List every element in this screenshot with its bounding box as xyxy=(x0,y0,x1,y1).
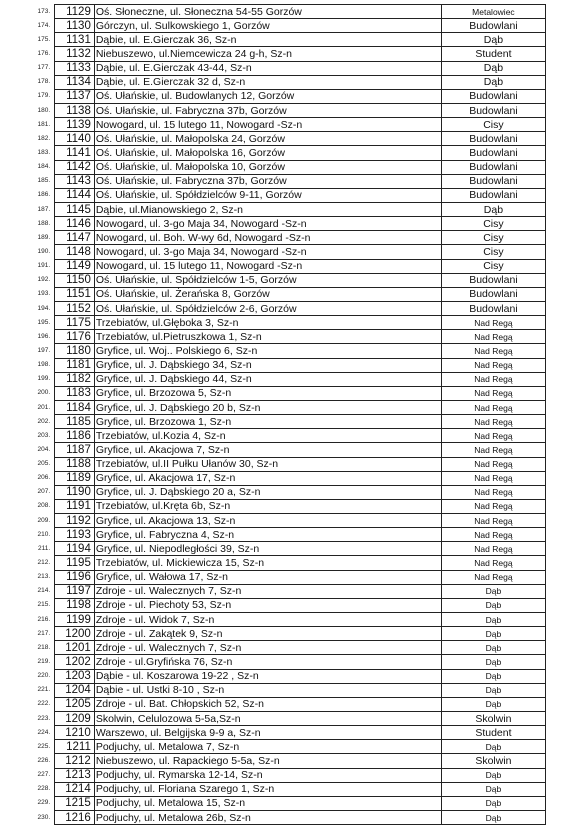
address-cell: Warszewo, ul. Belgijska 9-9 a, Sz-n xyxy=(94,726,441,740)
cooperative-cell: Dąb xyxy=(441,740,545,754)
table-row xyxy=(20,330,546,344)
table-row xyxy=(20,768,546,782)
row-number: 197. xyxy=(37,346,51,354)
table-row xyxy=(20,782,546,796)
table-row xyxy=(20,344,546,358)
document-page xyxy=(20,4,546,825)
table-row xyxy=(20,358,546,372)
row-number: 199. xyxy=(37,375,51,383)
cooperative-cell: Nad Regą xyxy=(441,358,545,372)
row-number: 228. xyxy=(37,785,51,793)
table-row xyxy=(20,287,546,301)
entry-id: 1187 xyxy=(55,443,95,457)
cooperative-cell: Nad Regą xyxy=(441,400,545,414)
row-number: 216. xyxy=(37,615,51,623)
cooperative-cell: Budowlani xyxy=(441,103,545,117)
cooperative-cell: Dąb xyxy=(441,641,545,655)
entry-id: 1183 xyxy=(55,386,95,400)
table-row xyxy=(20,301,546,315)
table-row xyxy=(20,811,546,825)
row-number: 218. xyxy=(37,643,51,651)
row-number: 223. xyxy=(37,714,51,722)
row-number: 204. xyxy=(37,445,51,453)
entry-id: 1188 xyxy=(55,457,95,471)
cooperative-cell: Nad Regą xyxy=(441,528,545,542)
address-cell: Górczyn, ul. Sulkowskiego 1, Gorzów xyxy=(94,19,441,33)
table-row xyxy=(20,697,546,711)
row-number: 203. xyxy=(37,431,51,439)
entry-id: 1147 xyxy=(55,231,95,245)
row-number: 225. xyxy=(37,742,51,750)
entry-id: 1134 xyxy=(55,75,95,89)
cooperative-cell: Dąb xyxy=(441,627,545,641)
entry-id: 1198 xyxy=(55,598,95,612)
entry-id: 1216 xyxy=(55,811,95,825)
entry-id: 1204 xyxy=(55,683,95,697)
address-cell: Gryfice, ul. Woj.. Polskiego 6, Sz-n xyxy=(94,344,441,358)
address-cell: Oś. Ułańskie, ul. Spółdzielców 9-11, Gorzów xyxy=(94,188,441,202)
table-row xyxy=(20,231,546,245)
locations-table xyxy=(20,4,546,825)
address-cell: Oś. Ułańskie, ul. Małopolska 10, Gorzów xyxy=(94,160,441,174)
address-cell: Podjuchy, ul. Metalowa 7, Sz-n xyxy=(94,740,441,754)
entry-id: 1132 xyxy=(55,47,95,61)
cooperative-cell: Nad Regą xyxy=(441,499,545,513)
cooperative-cell: Student xyxy=(441,47,545,61)
table-row xyxy=(20,400,546,414)
address-cell: Gryfice, ul. Akacjowa 13, Sz-n xyxy=(94,514,441,528)
row-number: 214. xyxy=(37,587,51,595)
address-cell: Nowogard, ul. Boh. W-wy 6d, Nowogard -Sz-n xyxy=(94,231,441,245)
cooperative-cell: Budowlani xyxy=(441,146,545,160)
row-number: 177. xyxy=(37,64,51,72)
entry-id: 1181 xyxy=(55,358,95,372)
entry-id: 1199 xyxy=(55,613,95,627)
table-row xyxy=(20,174,546,188)
address-cell: Podjuchy, ul. Metalowa 26b, Sz-n xyxy=(94,811,441,825)
address-cell: Trzebiatów, ul.Głęboka 3, Sz-n xyxy=(94,316,441,330)
address-cell: Gryfice, ul. Brzozowa 1, Sz-n xyxy=(94,415,441,429)
entry-id: 1137 xyxy=(55,89,95,103)
address-cell: Gryfice, ul. Akacjowa 7, Sz-n xyxy=(94,443,441,457)
table-row xyxy=(20,415,546,429)
row-number: 188. xyxy=(37,219,51,227)
cooperative-cell: Budowlani xyxy=(441,287,545,301)
entry-id: 1192 xyxy=(55,514,95,528)
address-cell: Oś. Ułańskie, ul. Fabryczna 37b, Gorzów xyxy=(94,174,441,188)
address-cell: Oś. Ułańskie, ul. Fabryczna 37b, Gorzów xyxy=(94,103,441,117)
entry-id: 1186 xyxy=(55,429,95,443)
cooperative-cell: Nad Regą xyxy=(441,429,545,443)
address-cell: Niebuszewo, ul.Niemcewicza 24 g-h, Sz-n xyxy=(94,47,441,61)
cooperative-cell: Budowlani xyxy=(441,174,545,188)
entry-id: 1200 xyxy=(55,627,95,641)
row-number: 217. xyxy=(37,629,51,637)
row-number: 200. xyxy=(37,389,51,397)
table-row xyxy=(20,160,546,174)
cooperative-cell: Cisy xyxy=(441,217,545,231)
table-row xyxy=(20,570,546,584)
cooperative-cell: Dąb xyxy=(441,613,545,627)
entry-id: 1138 xyxy=(55,103,95,117)
row-number: 213. xyxy=(37,573,51,581)
entry-id: 1143 xyxy=(55,174,95,188)
cooperative-cell: Budowlani xyxy=(441,89,545,103)
cooperative-cell: Skolwin xyxy=(441,712,545,726)
row-number: 211. xyxy=(38,544,51,552)
entry-id: 1215 xyxy=(55,796,95,810)
address-cell: Dąbie, ul.Mianowskiego 2, Sz-n xyxy=(94,202,441,216)
table-row xyxy=(20,217,546,231)
entry-id: 1193 xyxy=(55,528,95,542)
entry-id: 1151 xyxy=(55,287,95,301)
address-cell: Oś. Ułańskie, ul. Małopolska 24, Gorzów xyxy=(94,132,441,146)
entry-id: 1209 xyxy=(55,712,95,726)
entry-id: 1182 xyxy=(55,372,95,386)
address-cell: Nowogard, ul. 15 lutego 11, Nowogard -Sz-n xyxy=(94,259,441,273)
address-cell: Trzebiatów, ul.Kozia 4, Sz-n xyxy=(94,429,441,443)
table-row xyxy=(20,514,546,528)
table-row xyxy=(20,754,546,768)
row-number: 191. xyxy=(37,262,51,270)
cooperative-cell: Nad Regą xyxy=(441,542,545,556)
address-cell: Zdroje - ul. Widok 7, Sz-n xyxy=(94,613,441,627)
table-row xyxy=(20,457,546,471)
row-number: 219. xyxy=(37,658,51,666)
table-row xyxy=(20,118,546,132)
table-row xyxy=(20,33,546,47)
cooperative-cell: Dąb xyxy=(441,33,545,47)
entry-id: 1131 xyxy=(55,33,95,47)
table-row xyxy=(20,613,546,627)
entry-id: 1195 xyxy=(55,556,95,570)
entry-id: 1130 xyxy=(55,19,95,33)
address-cell: Skolwin, Celulozowa 5-5a,Sz-n xyxy=(94,712,441,726)
entry-id: 1149 xyxy=(55,259,95,273)
address-cell: Oś. Ułańskie, ul. Spółdzielców 2-6, Gorzów xyxy=(94,301,441,315)
entry-id: 1142 xyxy=(55,160,95,174)
entry-id: 1175 xyxy=(55,316,95,330)
address-cell: Dąbie - ul. Koszarowa 19-22 , Sz-n xyxy=(94,669,441,683)
row-number: 182. xyxy=(37,134,51,142)
entry-id: 1139 xyxy=(55,118,95,132)
table-row xyxy=(20,740,546,754)
row-number: 189. xyxy=(37,233,51,241)
table-row xyxy=(20,245,546,259)
address-cell: Zdroje - ul. Walecznych 7, Sz-n xyxy=(94,641,441,655)
table-row xyxy=(20,499,546,513)
row-number: 178. xyxy=(37,78,51,86)
cooperative-cell: Budowlani xyxy=(441,19,545,33)
table-row xyxy=(20,273,546,287)
row-number: 226. xyxy=(37,757,51,765)
address-cell: Zdroje - ul. Bat. Chłopskich 52, Sz-n xyxy=(94,697,441,711)
cooperative-cell: Nad Regą xyxy=(441,330,545,344)
cooperative-cell: Nad Regą xyxy=(441,514,545,528)
row-number: 202. xyxy=(37,417,51,425)
cooperative-cell: Cisy xyxy=(441,245,545,259)
cooperative-cell: Dąb xyxy=(441,697,545,711)
table-row xyxy=(20,146,546,160)
address-cell: Oś. Słoneczne, ul. Słoneczna 54-55 Gorzów xyxy=(94,5,441,19)
address-cell: Nowogard, ul. 15 lutego 11, Nowogard -Sz-n xyxy=(94,118,441,132)
address-cell: Trzebiatów, ul.Kręta 6b, Sz-n xyxy=(94,499,441,513)
entry-id: 1202 xyxy=(55,655,95,669)
cooperative-cell: Dąb xyxy=(441,584,545,598)
entry-id: 1148 xyxy=(55,245,95,259)
table-row xyxy=(20,132,546,146)
address-cell: Zdroje - ul. Piechoty 53, Sz-n xyxy=(94,598,441,612)
table-row xyxy=(20,188,546,202)
cooperative-cell: Nad Regą xyxy=(441,443,545,457)
table-row xyxy=(20,386,546,400)
address-cell: Nowogard, ul. 3-go Maja 34, Nowogard -Sz-n xyxy=(94,217,441,231)
address-cell: Podjuchy, ul. Floriana Szarego 1, Sz-n xyxy=(94,782,441,796)
table-row xyxy=(20,103,546,117)
cooperative-cell: Budowlani xyxy=(441,160,545,174)
table-row xyxy=(20,627,546,641)
row-number: 230. xyxy=(37,813,51,821)
address-cell: Dąbie, ul. E.Gierczak 36, Sz-n xyxy=(94,33,441,47)
entry-id: 1185 xyxy=(55,415,95,429)
row-number: 227. xyxy=(37,771,51,779)
address-cell: Oś. Ułańskie, ul. Żerańska 8, Gorzów xyxy=(94,287,441,301)
row-number: 201. xyxy=(37,403,51,411)
row-number: 222. xyxy=(37,700,51,708)
address-cell: Gryfice, ul. J. Dąbskiego 20 b, Sz-n xyxy=(94,400,441,414)
cooperative-cell: Dąb xyxy=(441,202,545,216)
cooperative-cell: Dąb xyxy=(441,796,545,810)
cooperative-cell: Nad Regą xyxy=(441,485,545,499)
entry-id: 1152 xyxy=(55,301,95,315)
cooperative-cell: Dąb xyxy=(441,782,545,796)
row-number: 198. xyxy=(37,361,51,369)
row-number: 190. xyxy=(37,247,51,255)
entry-id: 1140 xyxy=(55,132,95,146)
cooperative-cell: Nad Regą xyxy=(441,344,545,358)
row-number: 185. xyxy=(37,177,51,185)
table-row xyxy=(20,202,546,216)
table-row xyxy=(20,429,546,443)
row-number: 181. xyxy=(37,120,51,128)
table-row xyxy=(20,89,546,103)
table-row xyxy=(20,19,546,33)
cooperative-cell: Budowlani xyxy=(441,301,545,315)
cooperative-cell: Budowlani xyxy=(441,132,545,146)
entry-id: 1203 xyxy=(55,669,95,683)
row-number: 193. xyxy=(37,290,51,298)
address-cell: Dąbie - ul. Ustki 8-10 , Sz-n xyxy=(94,683,441,697)
address-cell: Zdroje - ul.Gryfińska 76, Sz-n xyxy=(94,655,441,669)
row-number: 173. xyxy=(37,7,51,15)
cooperative-cell: Metalowiec xyxy=(441,5,545,19)
cooperative-cell: Nad Regą xyxy=(441,556,545,570)
table-row xyxy=(20,655,546,669)
entry-id: 1212 xyxy=(55,754,95,768)
cooperative-cell: Budowlani xyxy=(441,188,545,202)
table-row xyxy=(20,726,546,740)
entry-id: 1194 xyxy=(55,542,95,556)
entry-id: 1190 xyxy=(55,485,95,499)
entry-id: 1176 xyxy=(55,330,95,344)
row-number: 209. xyxy=(37,516,51,524)
address-cell: Trzebiatów, ul.Pietruszkowa 1, Sz-n xyxy=(94,330,441,344)
entry-id: 1189 xyxy=(55,471,95,485)
row-number: 220. xyxy=(37,672,51,680)
entry-id: 1150 xyxy=(55,273,95,287)
address-cell: Gryfice, ul. Niepodległości 39, Sz-n xyxy=(94,542,441,556)
cooperative-cell: Skolwin xyxy=(441,754,545,768)
entry-id: 1133 xyxy=(55,61,95,75)
cooperative-cell: Nad Regą xyxy=(441,471,545,485)
table-row xyxy=(20,641,546,655)
row-number: 212. xyxy=(37,559,51,567)
address-cell: Gryfice, ul. Akacjowa 17, Sz-n xyxy=(94,471,441,485)
address-cell: Gryfice, ul. Brzozowa 5, Sz-n xyxy=(94,386,441,400)
row-number: 208. xyxy=(37,502,51,510)
cooperative-cell: Cisy xyxy=(441,231,545,245)
row-number: 194. xyxy=(37,304,51,312)
row-number: 215. xyxy=(37,601,51,609)
address-cell: Gryfice, ul. J. Dąbskiego 34, Sz-n xyxy=(94,358,441,372)
cooperative-cell: Dąb xyxy=(441,61,545,75)
address-cell: Zdroje - ul. Walecznych 7, Sz-n xyxy=(94,584,441,598)
address-cell: Nowogard, ul. 3-go Maja 34, Nowogard -Sz-n xyxy=(94,245,441,259)
row-number: 186. xyxy=(37,191,51,199)
row-number: 207. xyxy=(37,488,51,496)
entry-id: 1205 xyxy=(55,697,95,711)
table-row xyxy=(20,259,546,273)
row-number: 176. xyxy=(37,49,51,57)
row-number: 229. xyxy=(37,799,51,807)
row-number: 192. xyxy=(37,276,51,284)
cooperative-cell: Dąb xyxy=(441,669,545,683)
cooperative-cell: Dąb xyxy=(441,598,545,612)
entry-id: 1129 xyxy=(55,5,95,19)
table-row xyxy=(20,471,546,485)
table-row xyxy=(20,443,546,457)
entry-id: 1201 xyxy=(55,641,95,655)
cooperative-cell: Budowlani xyxy=(441,273,545,287)
address-cell: Dąbie, ul. E.Gierczak 32 d, Sz-n xyxy=(94,75,441,89)
entry-id: 1180 xyxy=(55,344,95,358)
table-row xyxy=(20,5,546,19)
address-cell: Trzebiatów, ul. Mickiewicza 15, Sz-n xyxy=(94,556,441,570)
row-number: 174. xyxy=(37,21,51,29)
entry-id: 1184 xyxy=(55,400,95,414)
table-row xyxy=(20,75,546,89)
address-cell: Gryfice, ul. J. Dąbskiego 20 a, Sz-n xyxy=(94,485,441,499)
row-number: 224. xyxy=(37,728,51,736)
address-cell: Oś. Ułańskie, ul. Małopolska 16, Gorzów xyxy=(94,146,441,160)
row-number: 187. xyxy=(37,205,51,213)
address-cell: Podjuchy, ul. Metalowa 15, Sz-n xyxy=(94,796,441,810)
row-number: 205. xyxy=(37,460,51,468)
cooperative-cell: Nad Regą xyxy=(441,316,545,330)
row-number: 180. xyxy=(37,106,51,114)
row-number: 221. xyxy=(37,686,51,694)
cooperative-cell: Dąb xyxy=(441,655,545,669)
row-number: 184. xyxy=(37,163,51,171)
table-row xyxy=(20,372,546,386)
entry-id: 1210 xyxy=(55,726,95,740)
address-cell: Dąbie, ul. E.Gierczak 43-44, Sz-n xyxy=(94,61,441,75)
row-number: 206. xyxy=(37,474,51,482)
address-cell: Gryfice, ul. Wałowa 17, Sz-n xyxy=(94,570,441,584)
entry-id: 1145 xyxy=(55,202,95,216)
table-row xyxy=(20,316,546,330)
table-row xyxy=(20,598,546,612)
row-number: 210. xyxy=(37,530,51,538)
row-number: 183. xyxy=(37,148,51,156)
table-row xyxy=(20,485,546,499)
address-cell: Oś. Ułańskie, ul. Spółdzielców 1-5, Gorzów xyxy=(94,273,441,287)
cooperative-cell: Cisy xyxy=(441,118,545,132)
row-number: 196. xyxy=(37,332,51,340)
address-cell: Oś. Ułańskie, ul. Budowlanych 12, Gorzów xyxy=(94,89,441,103)
entry-id: 1144 xyxy=(55,188,95,202)
table-row xyxy=(20,683,546,697)
address-cell: Trzebiatów, ul.II Pułku Ułanów 30, Sz-n xyxy=(94,457,441,471)
table-row xyxy=(20,669,546,683)
cooperative-cell: Nad Regą xyxy=(441,457,545,471)
entry-id: 1141 xyxy=(55,146,95,160)
table-row xyxy=(20,542,546,556)
table-row xyxy=(20,61,546,75)
entry-id: 1214 xyxy=(55,782,95,796)
table-row xyxy=(20,796,546,810)
table-row xyxy=(20,556,546,570)
table-row xyxy=(20,712,546,726)
cooperative-cell: Student xyxy=(441,726,545,740)
cooperative-cell: Dąb xyxy=(441,768,545,782)
table-row xyxy=(20,584,546,598)
entry-id: 1197 xyxy=(55,584,95,598)
cooperative-cell: Nad Regą xyxy=(441,415,545,429)
entry-id: 1191 xyxy=(55,499,95,513)
cooperative-cell: Dąb xyxy=(441,811,545,825)
cooperative-cell: Nad Regą xyxy=(441,386,545,400)
cooperative-cell: Nad Regą xyxy=(441,372,545,386)
table-row xyxy=(20,528,546,542)
address-cell: Niebuszewo, ul. Rapackiego 5-5a, Sz-n xyxy=(94,754,441,768)
entry-id: 1213 xyxy=(55,768,95,782)
row-number: 175. xyxy=(37,35,51,43)
table-row xyxy=(20,47,546,61)
entry-id: 1196 xyxy=(55,570,95,584)
address-cell: Gryfice, ul. Fabryczna 4, Sz-n xyxy=(94,528,441,542)
row-number: 179. xyxy=(37,92,51,100)
address-cell: Zdroje - ul. Zakątek 9, Sz-n xyxy=(94,627,441,641)
entry-id: 1146 xyxy=(55,217,95,231)
address-cell: Podjuchy, ul. Rymarska 12-14, Sz-n xyxy=(94,768,441,782)
table-body xyxy=(20,5,546,825)
address-cell: Gryfice, ul. J. Dąbskiego 44, Sz-n xyxy=(94,372,441,386)
cooperative-cell: Nad Regą xyxy=(441,570,545,584)
cooperative-cell: Dąb xyxy=(441,683,545,697)
cooperative-cell: Cisy xyxy=(441,259,545,273)
entry-id: 1211 xyxy=(55,740,95,754)
row-number: 195. xyxy=(37,318,51,326)
cooperative-cell: Dąb xyxy=(441,75,545,89)
